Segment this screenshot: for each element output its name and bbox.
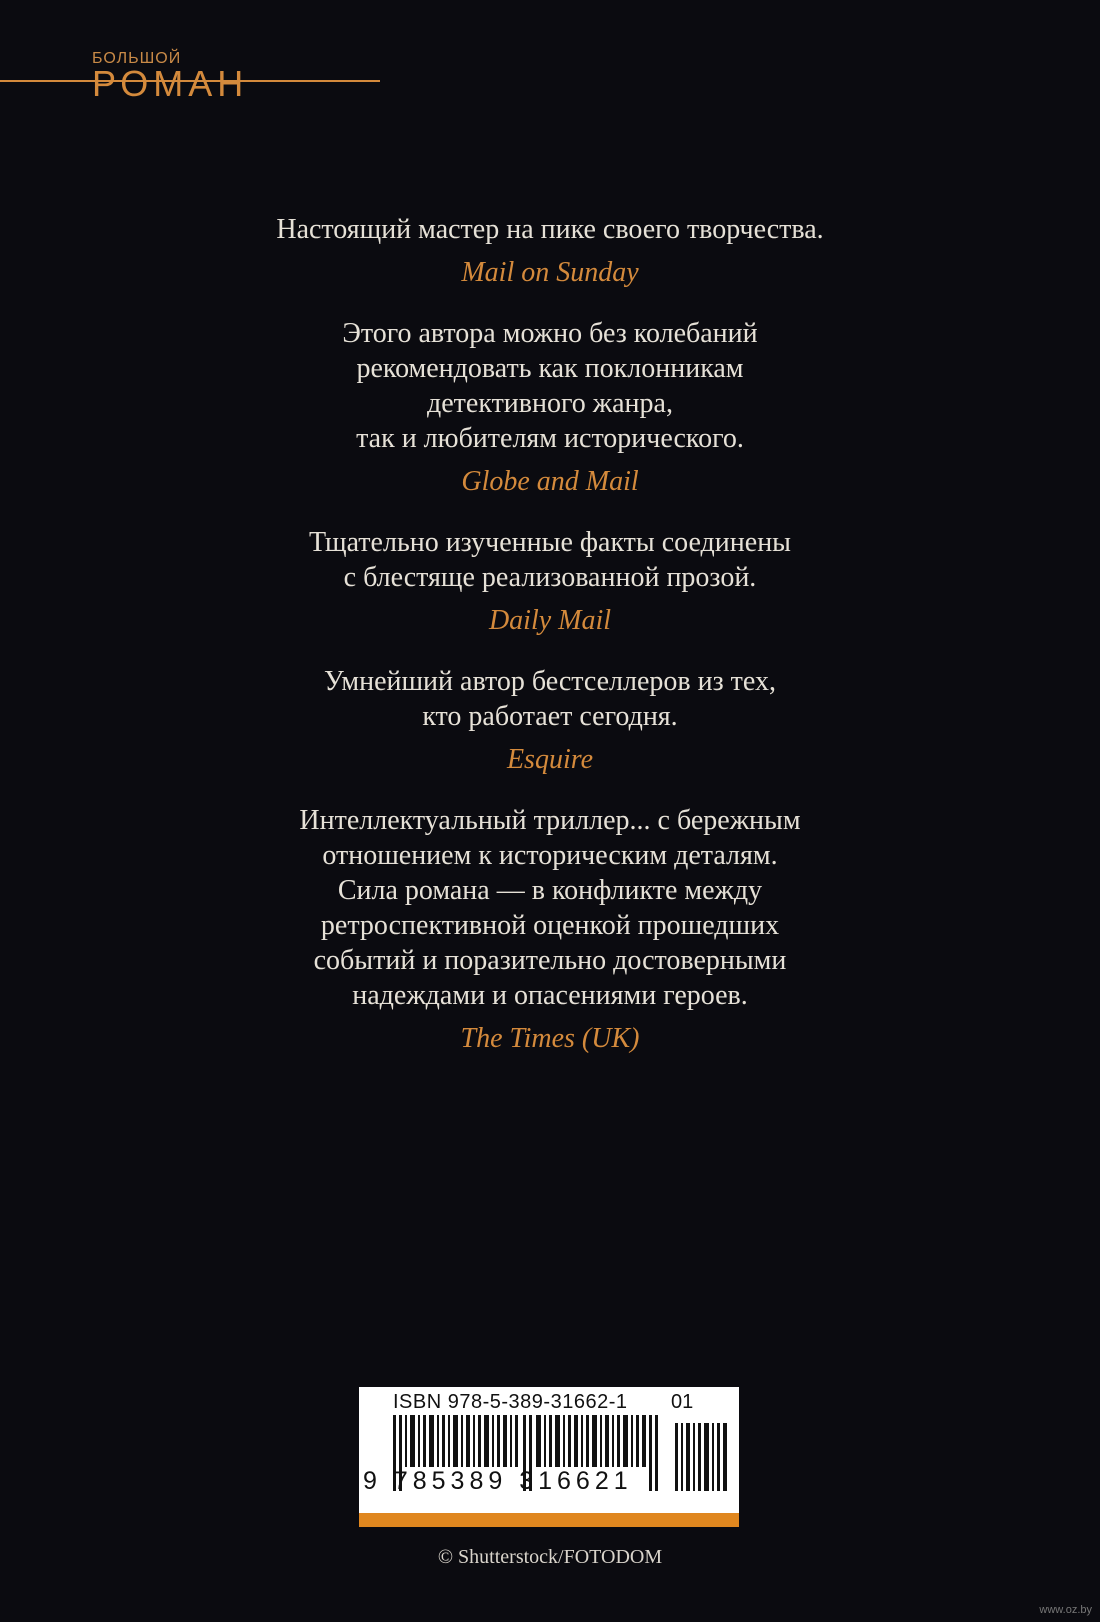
isbn-text: ISBN 978-5-389-31662-1 xyxy=(393,1391,628,1413)
quote-source: Mail on Sunday xyxy=(461,257,639,288)
isbn-barcode xyxy=(359,1387,739,1527)
quote-text: Интеллектуальный триллер... с бережным отношением к историческим деталям. Сила романа — в конфликте между ретроспективной оценкой прошедших событий и поразительно достоверными надеждами и опасениями героев. xyxy=(299,805,801,1011)
barcode-addon-code: 01 xyxy=(671,1391,694,1413)
series-logo-big-text: РОМАН xyxy=(92,63,249,104)
quote-text: Тщательно изученные факты соединены с блестяще реализованной прозой. xyxy=(309,527,791,593)
quote-block xyxy=(150,803,950,1056)
photo-credit: © Shutterstock/FOTODOM xyxy=(437,1546,663,1568)
quote-text: Настоящий мастер на пике своего творчества. xyxy=(276,214,824,245)
series-logo xyxy=(92,50,292,110)
quote-block xyxy=(150,525,950,638)
quote-text: Этого автора можно без колебаний рекомендовать как поклонникам детективного жанра, так и любителям исторического. xyxy=(342,318,758,454)
quote-source: Daily Mail xyxy=(488,605,612,636)
quote-block xyxy=(150,316,950,499)
series-logo-small-text: БОЛЬШОЙ xyxy=(92,50,182,67)
quote-source: The Times (UK) xyxy=(460,1023,640,1054)
quote-source: Globe and Mail xyxy=(461,466,639,497)
quote-block xyxy=(150,664,950,777)
quote-text: Умнейший автор бестселлеров из тех, кто работает сегодня. xyxy=(324,666,776,732)
quote-source: Esquire xyxy=(506,744,594,775)
quote-block xyxy=(150,212,950,290)
ean-digits: 9 785389 316621 xyxy=(363,1467,633,1495)
site-watermark: www.oz.by xyxy=(1039,1604,1092,1616)
review-quotes xyxy=(150,212,950,1082)
